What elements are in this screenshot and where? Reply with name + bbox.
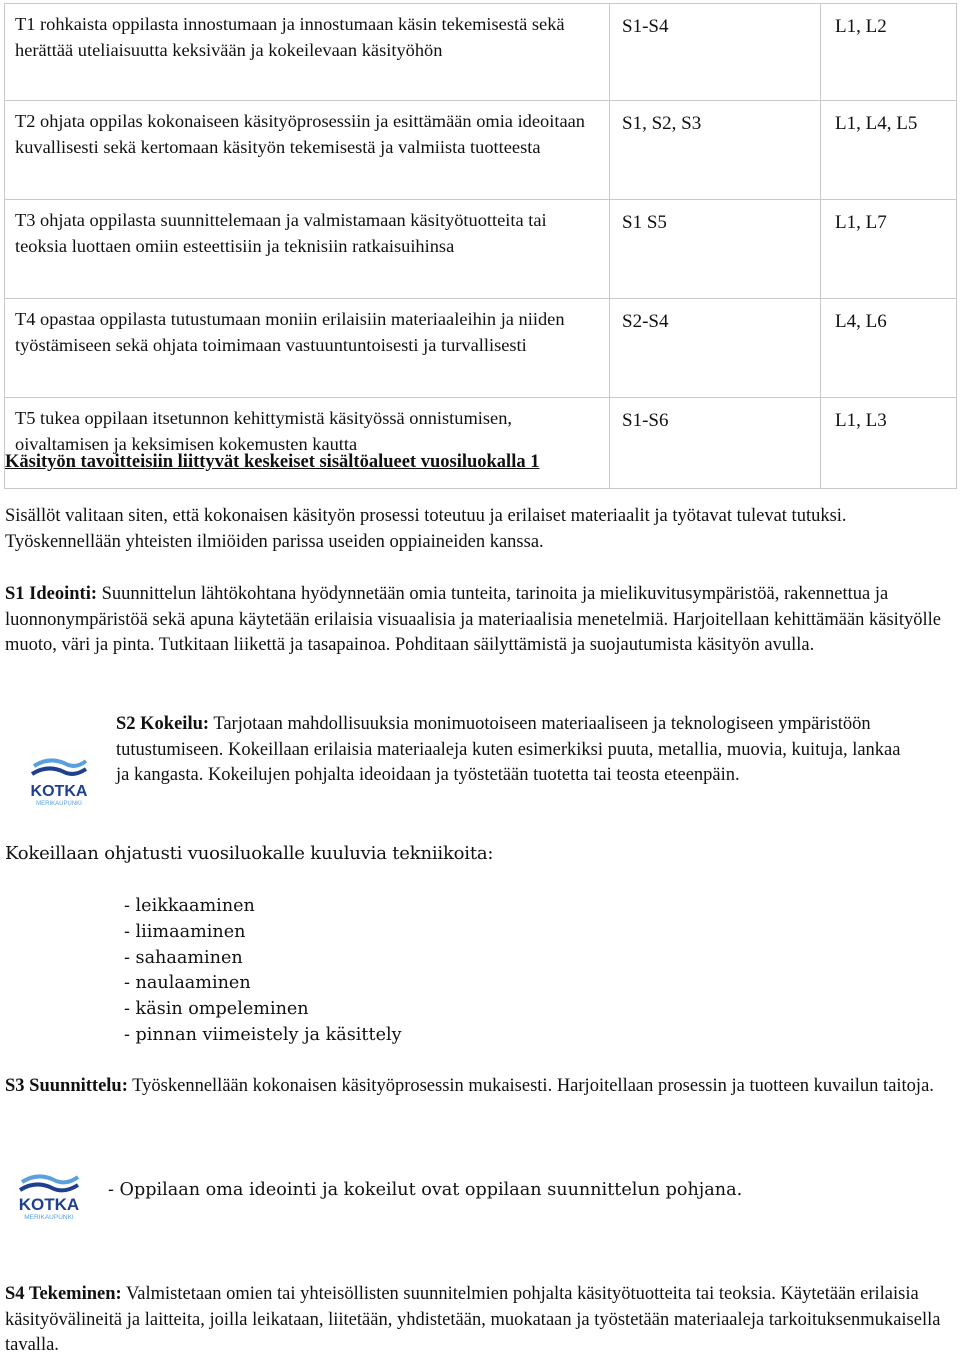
s3-note: - Oppilaan oma ideointi ja kokeilut ovat oppilaan suunnittelun pohjana. — [108, 1180, 743, 1200]
section-heading: Käsityön tavoitteisiin liittyvät keskeiset sisältöalueet vuosiluokalla 1 — [5, 452, 540, 472]
goals-table — [4, 3, 957, 489]
s4-label: S4 Tekeminen: — [5, 1284, 122, 1304]
goal-content-areas: S1-S4 — [610, 4, 821, 101]
s4-paragraph — [5, 1282, 955, 1359]
s3-text: Työskennellään kokonaisen käsityöprosessin mukaisesti. Harjoitellaan prosessin ja tuotteen kuvailun taitoja. — [127, 1076, 934, 1096]
kotka-logo — [14, 1170, 84, 1222]
goal-text: T5 tukea oppilaan itsetunnon kehittymistä käsityössä onnistumisen, oivaltamisen ja keksimisen kokemusten kautta — [5, 398, 610, 489]
techniques-list — [124, 894, 402, 1049]
kotka-logo — [28, 752, 90, 808]
goal-content-areas: S1 S5 — [610, 200, 821, 299]
list-item: - leikkaaminen — [124, 896, 255, 916]
s3-paragraph — [5, 1074, 955, 1100]
table-row — [5, 398, 957, 489]
goal-text: T2 ohjata oppilas kokonaiseen käsityöprosessiin ja esittämään omia ideoitaan kuvallisesti sekä kertomaan käsityön tekemisestä ja valmiista tuotteesta — [5, 101, 610, 200]
goal-learning-areas: L1, L3 — [821, 398, 957, 489]
s2-text: Tarjotaan mahdollisuuksia monimuotoiseen materiaaliseen ja teknologiseen ympäristöön tutustumiseen. Kokeillaan erilaisia materiaaleja kuten esimerkiksi puuta, metallia, muovia, kuituja, lankaa ja kangasta. Kokeilujen pohjalta ideoidaan ja työstetään tuotetta tai teosta eteenpäin. — [116, 714, 901, 786]
goal-text: T1 rohkaista oppilasta innostumaan ja innostumaan käsin tekemisestä sekä herättää uteliaisuutta keksivään ja kokeilevaan käsityöhön — [5, 4, 610, 101]
goal-learning-areas: L1, L4, L5 — [821, 101, 957, 200]
goal-learning-areas: L4, L6 — [821, 299, 957, 398]
list-item: - sahaaminen — [124, 947, 243, 968]
goal-text: T4 opastaa oppilasta tutustumaan moniin erilaisiin materiaaleihin ja niiden työstämiseen sekä ohjata toimimaan vastuuntuntoisesti ja turvallisesti — [5, 299, 610, 398]
logo-subtitle: MERIKAUPUNKI — [36, 801, 82, 807]
goal-learning-areas: L1, L7 — [821, 200, 957, 299]
s2-label: S2 Kokeilu: — [116, 714, 210, 734]
techniques-intro: Kokeillaan ohjatusti vuosiluokalle kuuluvia tekniikoita: — [5, 843, 494, 864]
s1-paragraph — [5, 582, 955, 659]
intro-paragraph: Sisällöt valitaan siten, että kokonaisen käsityön prosessi toteutuu ja erilaiset materiaalit ja työtavat tulevat tutuksi. Työskennellään yhteisten ilmiöiden parissa useiden oppiaineiden kanssa. — [5, 506, 847, 552]
list-item: - pinnan viimeistely ja käsittely — [124, 1024, 402, 1045]
list-item: - naulaaminen — [124, 973, 251, 994]
goal-learning-areas: L1, L2 — [821, 4, 957, 101]
s3-label: S3 Suunnittelu: — [5, 1076, 128, 1096]
table-row — [5, 200, 957, 299]
s2-paragraph — [116, 712, 916, 789]
list-item: - liimaaminen — [124, 921, 246, 942]
s1-text: Suunnittelun lähtökohtana hyödynnetään omia tunteita, tarinoita ja mielikuvitusympäristöä, rakennettua ja luonnonympäristöä sekä apuna käytetään erilaisia visuaalisia ja materiaalisia menetelmiä. Harjoitellaan kehittämään käsityölle muoto, väri ja pinta. Tutkitaan liikettä ja tasapainoa. Pohditaan säilyttämistä ja suojautumista käsityön avulla. — [5, 584, 941, 656]
goal-content-areas: S1, S2, S3 — [610, 101, 821, 200]
logo-wordmark: KOTKA — [18, 1195, 80, 1214]
s1-label: S1 Ideointi: — [5, 584, 98, 604]
goal-content-areas: S2-S4 — [610, 299, 821, 398]
logo-wordmark: KOTKA — [30, 783, 88, 800]
table-row — [5, 4, 957, 101]
list-item: - käsin ompeleminen — [124, 999, 309, 1020]
table-row — [5, 299, 957, 398]
s4-text: Valmistetaan omien tai yhteisöllisten suunnitelmien pohjalta käsityötuotteita tai teoksia. Käytetään erilaisia käsityövälineitä ja laitteita, joilla leikataan, liitetään, yhdistetään, muokataan ja työstetään materiaaleja tarkoituksenmukaisella tavalla. — [5, 1284, 941, 1356]
logo-subtitle: MERIKAUPUNKI — [24, 1214, 74, 1221]
goal-text: T3 ohjata oppilasta suunnittelemaan ja valmistamaan käsityötuotteita tai teoksia luottaen omiin esteettisiin ja teknisiin ratkaisuihinsa — [5, 200, 610, 299]
goal-content-areas: S1-S6 — [610, 398, 821, 489]
table-row — [5, 101, 957, 200]
